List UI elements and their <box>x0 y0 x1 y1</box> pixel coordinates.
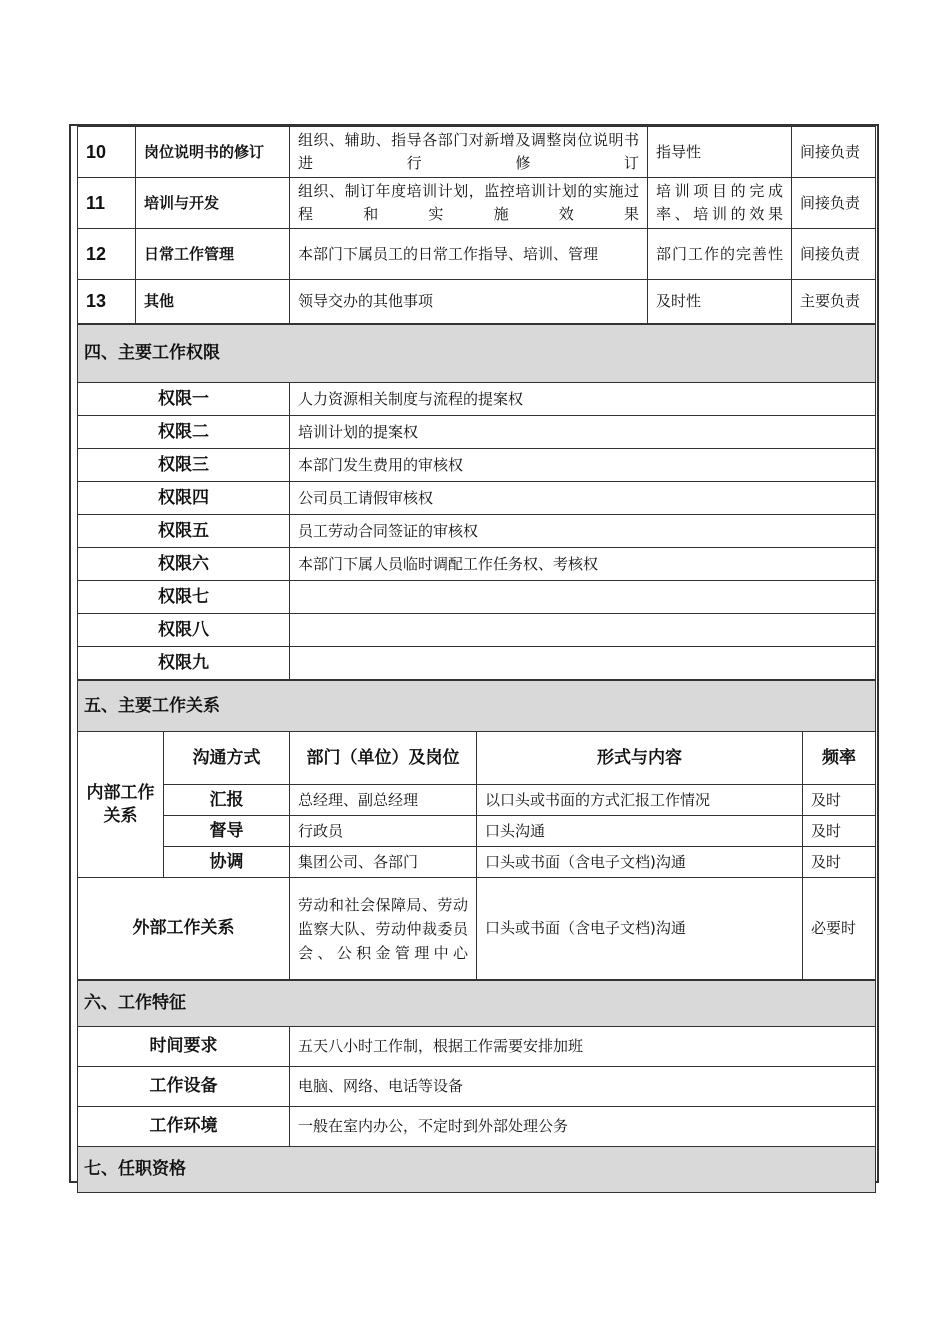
duty-name: 其他 <box>136 280 290 324</box>
relation-method: 督导 <box>164 816 290 847</box>
authority-label: 权限九 <box>78 647 290 680</box>
feature-row <box>78 1027 876 1067</box>
feature-row <box>78 1067 876 1107</box>
authority-value <box>290 647 876 680</box>
authority-row <box>78 482 876 515</box>
authority-row <box>78 548 876 581</box>
duty-row <box>78 127 876 178</box>
authority-label: 权限四 <box>78 482 290 515</box>
duty-number: 12 <box>78 229 136 280</box>
section-title-qualification: 七、任职资格 <box>78 1147 876 1193</box>
features-table <box>77 980 876 1193</box>
authority-row <box>78 647 876 680</box>
duty-standard: 部门工作的完善性 <box>648 229 792 280</box>
duty-content: 领导交办的其他事项 <box>290 280 648 324</box>
authority-value: 本部门发生费用的审核权 <box>290 449 876 482</box>
external-dept: 劳动和社会保障局、劳动监察大队、劳动仲裁委员会、公积金管理中心 <box>290 878 477 980</box>
authority-row <box>78 416 876 449</box>
external-form: 口头或书面（含电子文档)沟通 <box>477 878 803 980</box>
authority-value <box>290 581 876 614</box>
relation-dept: 总经理、副总经理 <box>290 785 477 816</box>
relation-dept: 集团公司、各部门 <box>290 847 477 878</box>
relation-method: 协调 <box>164 847 290 878</box>
authority-value: 人力资源相关制度与流程的提案权 <box>290 383 876 416</box>
authority-label: 权限五 <box>78 515 290 548</box>
internal-relations-label: 内部工作关系 <box>78 732 164 878</box>
duty-row <box>78 280 876 324</box>
section-title-features: 六、工作特征 <box>78 981 876 1027</box>
feature-label: 工作环境 <box>78 1107 290 1147</box>
relation-form: 口头或书面（含电子文档)沟通 <box>477 847 803 878</box>
relation-freq: 及时 <box>803 785 876 816</box>
feature-row <box>78 1107 876 1147</box>
relation-row <box>78 847 876 878</box>
authority-row <box>78 614 876 647</box>
relations-table <box>77 680 876 980</box>
duty-name: 培训与开发 <box>136 178 290 229</box>
header-freq: 频率 <box>803 732 876 785</box>
duty-name: 日常工作管理 <box>136 229 290 280</box>
external-relations-label: 外部工作关系 <box>78 878 290 980</box>
section-title-relations: 五、主要工作关系 <box>78 681 876 732</box>
external-freq: 必要时 <box>803 878 876 980</box>
job-description-document <box>69 124 879 1183</box>
header-dept: 部门（单位）及岗位 <box>290 732 477 785</box>
feature-label: 工作设备 <box>78 1067 290 1107</box>
relation-dept: 行政员 <box>290 816 477 847</box>
authority-value: 公司员工请假审核权 <box>290 482 876 515</box>
duty-row <box>78 229 876 280</box>
feature-value: 一般在室内办公，不定时到外部处理公务 <box>290 1107 876 1147</box>
duty-content: 本部门下属员工的日常工作指导、培训、管理 <box>290 229 648 280</box>
duty-number: 13 <box>78 280 136 324</box>
duty-row <box>78 178 876 229</box>
authority-label: 权限六 <box>78 548 290 581</box>
duty-responsibility: 间接负责 <box>792 178 876 229</box>
authority-row <box>78 515 876 548</box>
duty-responsibility: 主要负责 <box>792 280 876 324</box>
relation-form: 以口头或书面的方式汇报工作情况 <box>477 785 803 816</box>
section-title-authority: 四、主要工作权限 <box>78 325 876 383</box>
duty-number: 11 <box>78 178 136 229</box>
relation-freq: 及时 <box>803 847 876 878</box>
duty-name: 岗位说明书的修订 <box>136 127 290 178</box>
relation-row <box>78 816 876 847</box>
authority-label: 权限二 <box>78 416 290 449</box>
authority-table <box>77 324 876 680</box>
authority-value <box>290 614 876 647</box>
authority-label: 权限一 <box>78 383 290 416</box>
relation-method: 汇报 <box>164 785 290 816</box>
authority-value: 本部门下属人员临时调配工作任务权、考核权 <box>290 548 876 581</box>
duty-content: 组织、制订年度培训计划，监控培训计划的实施过程和实施效果 <box>290 178 648 229</box>
duty-content: 组织、辅助、指导各部门对新增及调整岗位说明书进行修订 <box>290 127 648 178</box>
header-method: 沟通方式 <box>164 732 290 785</box>
authority-row <box>78 383 876 416</box>
feature-label: 时间要求 <box>78 1027 290 1067</box>
duty-standard: 指导性 <box>648 127 792 178</box>
duty-standard: 培训项目的完成率、培训的效果 <box>648 178 792 229</box>
feature-value: 电脑、网络、电话等设备 <box>290 1067 876 1107</box>
authority-value: 员工劳动合同签证的审核权 <box>290 515 876 548</box>
external-relation-row <box>78 878 876 980</box>
relation-row <box>78 785 876 816</box>
relation-form: 口头沟通 <box>477 816 803 847</box>
header-form: 形式与内容 <box>477 732 803 785</box>
authority-label: 权限七 <box>78 581 290 614</box>
authority-label: 权限八 <box>78 614 290 647</box>
duty-responsibility: 间接负责 <box>792 127 876 178</box>
duty-number: 10 <box>78 127 136 178</box>
authority-row <box>78 581 876 614</box>
relation-freq: 及时 <box>803 816 876 847</box>
feature-value: 五天八小时工作制，根据工作需要安排加班 <box>290 1027 876 1067</box>
duties-table <box>77 126 876 324</box>
authority-value: 培训计划的提案权 <box>290 416 876 449</box>
duty-responsibility: 间接负责 <box>792 229 876 280</box>
duty-standard: 及时性 <box>648 280 792 324</box>
authority-row <box>78 449 876 482</box>
authority-label: 权限三 <box>78 449 290 482</box>
